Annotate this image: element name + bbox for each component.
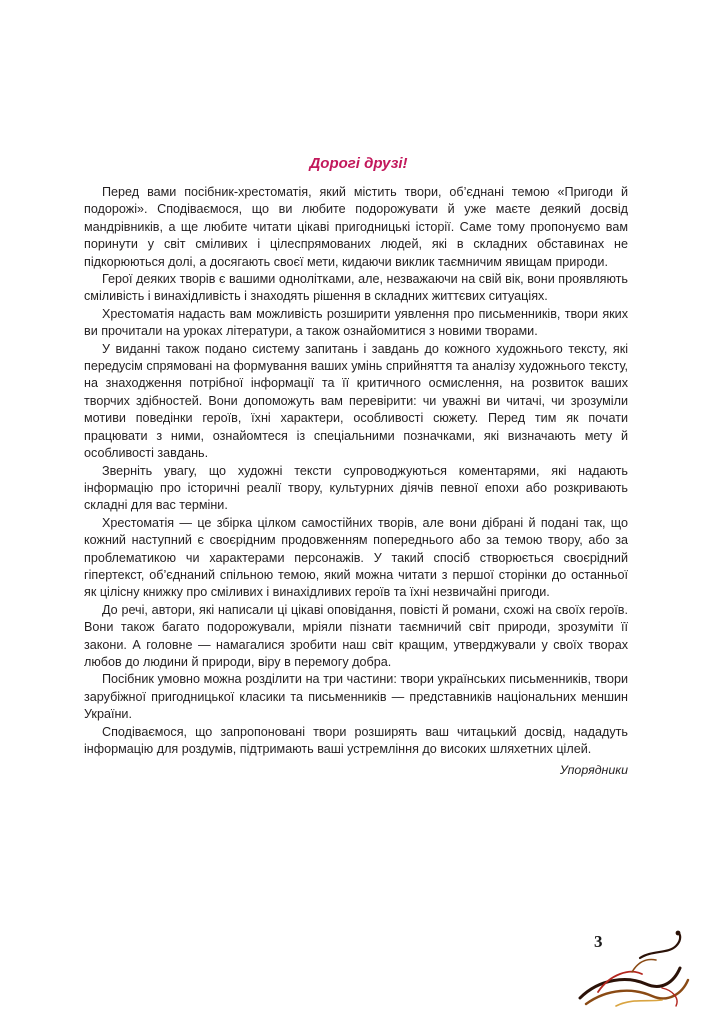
page-heading: Дорогі друзі! <box>309 155 408 172</box>
signature: Упорядники <box>559 763 628 778</box>
paragraph-6: Хрестоматія — це збірка цілком самостійних творів, але вони дібрані й подані так, що кожний наступний є своєрідним продовженням попереднього або за темою твору, або за проблематикою чи характерами персонажів. У такий спосіб створюється своєрідний гіпертекст, об’єднаний спільною темою, який можна читати з першої сторінки до останньої як цілісну книжку про сміливих і винахідливих героїв та їхні незвичайні пригоди. <box>84 515 628 600</box>
paragraph-7: До речі, автори, які написали ці цікаві оповідання, повісті й романи, схожі на своїх героїв. Вони також багато подорожували, мріяли пізнати таємничий світ природи, зрозуміти її закони. А головне — намагалися зробити наш світ кращим, утверджували у своїх творах любов до людини й природи, віру в перемогу добра. <box>84 602 628 669</box>
body-text <box>84 184 628 780</box>
paragraph-9: Сподіваємося, що запропоновані твори розширять ваш читацький досвід, нададуть інформацію для роздумів, підтримають ваші устремління до високих шляхетних цілей. <box>84 724 628 756</box>
paragraph-4: У виданні також подано систему запитань і завдань до кожного художнього тексту, які передусім спрямовані на формування ваших умінь сприйняття та аналізу художнього тексту, на знаходження потрібної інформації та її критичного осмислення, на розвиток ваших творчих здібностей. Вони допоможуть вам перевірити: чи уважні ви читачі, чи зрозуміли мотиви поведінки героїв, їхні характери, особливості сюжету. Перед тим як почати працювати з ними, ознайомтеся із спеціальними позначками, які визначають мету й особливості завдань. <box>84 341 628 461</box>
paragraph-1: Перед вами посібник-хрестоматія, який містить твори, об’єднані темою «Пригоди й подорожі». Сподіваємося, що ви любите подорожувати й уже маєте деякий досвід мандрівників, а ще любите читати цікаві пригодницькі історії. Саме тому пропонуємо вам поринути у світ сміливих і цілеспрямованих людей, які в складних обставинах не підкорюються долі, а досягають своєї мети, кидаючи виклик таємничим явищам природи. <box>84 185 628 269</box>
paragraph-5: Зверніть увагу, що художні тексти супроводжуються коментарями, які надають інформацію про історичні реалії твору, культурних діячів певної епохи або розкривають складні для вас терміни. <box>84 463 628 513</box>
paragraph-8: Посібник умовно можна розділити на три частини: твори українських письменників, твори зарубіжної пригодницької класики та письменників — представників національних меншин України. <box>84 672 628 722</box>
paragraph-2: Герої деяких творів є вашими однолітками, але, незважаючи на свій вік, вони проявляють сміливість і винахідливість і знаходять рішення в складних життєвих ситуаціях. <box>84 272 628 304</box>
page-number: 3 <box>594 932 603 951</box>
paragraph-3: Хрестоматія надасть вам можливість розширити уявлення про письменників, твори яких ви прочитали на уроках літератури, а також ознайомитися з новими творами. <box>84 306 628 339</box>
